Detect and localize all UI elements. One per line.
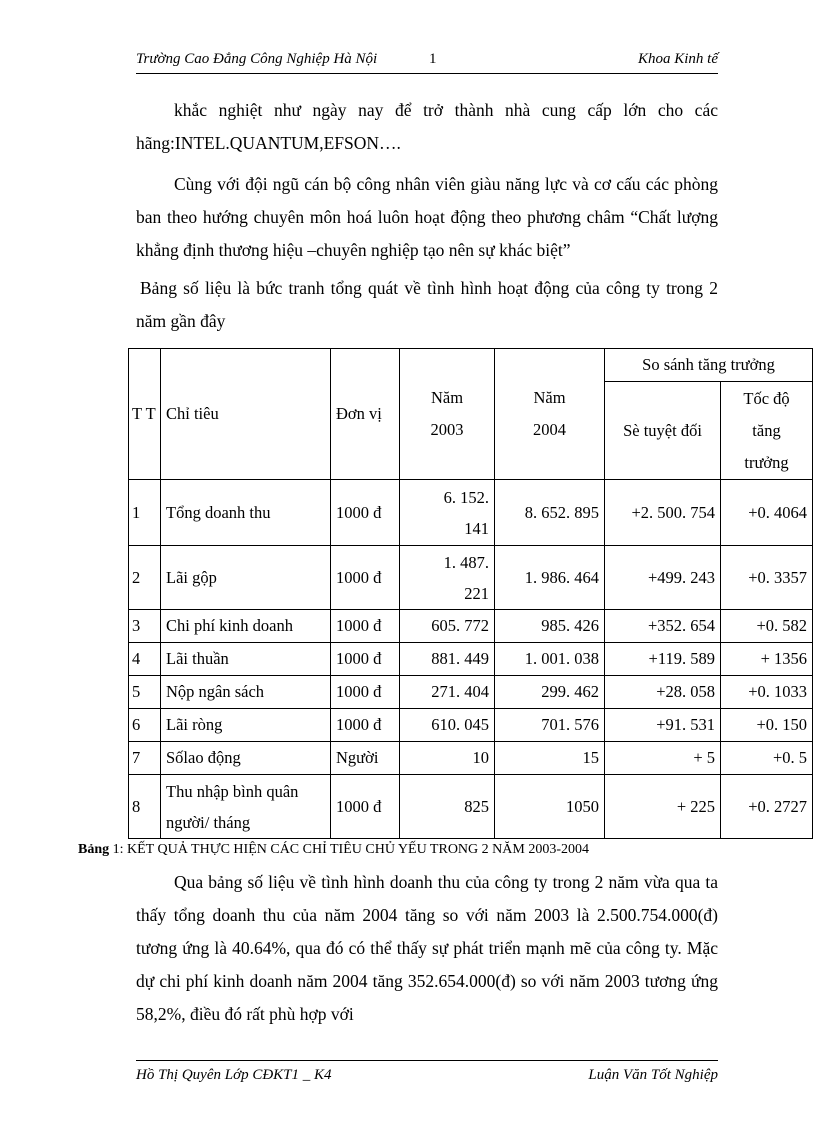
table-row	[129, 480, 813, 546]
table-row	[129, 775, 813, 839]
row-tt: 6	[129, 709, 161, 742]
row-name: Thu nhập bình quân người/ tháng	[161, 775, 331, 839]
row-2003: 271. 404	[400, 676, 495, 709]
page-header	[136, 48, 718, 74]
row-absolute: +352. 654	[605, 610, 721, 643]
row-rate: +0. 3357	[721, 546, 813, 610]
table-row	[129, 709, 813, 742]
row-absolute: +28. 058	[605, 676, 721, 709]
row-rate: + 1356	[721, 643, 813, 676]
header-faculty: Khoa Kinh tế	[637, 51, 718, 67]
row-name: Lãi gộp	[161, 546, 331, 610]
row-unit: 1000 đ	[331, 480, 400, 546]
table-caption	[78, 842, 589, 858]
row-tt: 7	[129, 742, 161, 775]
row-rate: +0. 5	[721, 742, 813, 775]
row-tt: 1	[129, 480, 161, 546]
paragraph-2: Cùng với đội ngũ cán bộ công nhân viên giàu năng lực và cơ cấu các phòng ban theo hướng chuyên môn hoá luôn hoạt động theo phương châm “Chất lượng khẳng định thương hiệu –chuyên nghiệp tạo nên sự khác biệt”	[136, 174, 718, 260]
row-2004: 8. 652. 895	[495, 480, 605, 546]
row-rate: +0. 150	[721, 709, 813, 742]
row-name: Lãi thuần	[161, 643, 331, 676]
table-row	[129, 676, 813, 709]
header-unit: Đơn vị	[331, 349, 400, 480]
paragraph-4: Qua bảng số liệu về tình hình doanh thu của công ty trong 2 năm vừa qua ta thấy tổng doanh thu của năm 2004 tăng so với năm 2003 là 2.500.754.000(đ) tương ứng là 40.64%, qua đó có thể thấy sự phát triển mạnh mẽ của công ty. Mặc dự chi phí kinh doanh năm 2004 tăng 352.654.000(đ) so với năm 2003 tương ứng 58,2%, điều đó rất phù hợp với	[136, 872, 718, 1024]
row-name: Lãi ròng	[161, 709, 331, 742]
row-unit: 1000 đ	[331, 709, 400, 742]
header-year-2004: Năm 2004	[495, 349, 605, 480]
header-compare: So sánh tăng trưởng	[605, 349, 813, 382]
row-name: Sốlao động	[161, 742, 331, 775]
row-2004: 1. 986. 464	[495, 546, 605, 610]
results-table	[128, 348, 813, 839]
row-absolute: + 225	[605, 775, 721, 839]
row-2003: 1. 487. 221	[400, 546, 495, 610]
row-tt: 2	[129, 546, 161, 610]
row-unit: 1000 đ	[331, 546, 400, 610]
row-2004: 1050	[495, 775, 605, 839]
row-2004: 299. 462	[495, 676, 605, 709]
row-rate: +0. 1033	[721, 676, 813, 709]
row-tt: 8	[129, 775, 161, 839]
row-absolute: +119. 589	[605, 643, 721, 676]
table-row	[129, 643, 813, 676]
table-header-row	[129, 349, 813, 382]
row-2004: 1. 001. 038	[495, 643, 605, 676]
row-tt: 4	[129, 643, 161, 676]
row-unit: 1000 đ	[331, 775, 400, 839]
header-page-number: 1	[429, 51, 437, 67]
row-rate: +0. 2727	[721, 775, 813, 839]
caption-label: Bảng	[78, 842, 110, 857]
row-2004: 701. 576	[495, 709, 605, 742]
header-indicator: Chỉ tiêu	[161, 349, 331, 480]
footer-author: Hồ Thị Quyên Lớp CĐKT1 _ K4	[136, 1067, 332, 1083]
row-absolute: +2. 500. 754	[605, 480, 721, 546]
row-absolute: + 5	[605, 742, 721, 775]
row-name: Chi phí kinh doanh	[161, 610, 331, 643]
row-name: Tổng doanh thu	[161, 480, 331, 546]
header-rate: Tốc độ tăng trưởng	[721, 382, 813, 480]
row-2003: 881. 449	[400, 643, 495, 676]
table-row	[129, 546, 813, 610]
row-2003: 605. 772	[400, 610, 495, 643]
page-footer	[136, 1060, 718, 1085]
paragraph-1: khắc nghiệt như ngày nay để trở thành nhà cung cấp lớn cho các hãng:INTEL.QUANTUM,EFSON….	[136, 100, 718, 153]
row-name: Nộp ngân sách	[161, 676, 331, 709]
row-rate: +0. 582	[721, 610, 813, 643]
table-row	[129, 610, 813, 643]
row-unit: 1000 đ	[331, 643, 400, 676]
row-tt: 3	[129, 610, 161, 643]
row-tt: 5	[129, 676, 161, 709]
row-2004: 985. 426	[495, 610, 605, 643]
header-year-2003: Năm 2003	[400, 349, 495, 480]
footer-title: Luận Văn Tốt Nghiệp	[588, 1067, 718, 1083]
row-unit: Người	[331, 742, 400, 775]
row-2003: 825	[400, 775, 495, 839]
header-absolute: Sè tuyệt đối	[605, 382, 721, 480]
row-2003: 610. 045	[400, 709, 495, 742]
row-absolute: +499. 243	[605, 546, 721, 610]
header-tt: T T	[129, 349, 161, 480]
row-unit: 1000 đ	[331, 610, 400, 643]
row-2003: 6. 152. 141	[400, 480, 495, 546]
row-absolute: +91. 531	[605, 709, 721, 742]
caption-text: 1: KẾT QUẢ THỰC HIỆN CÁC CHỈ TIÊU CHỦ YẾU TRONG 2 NĂM 2003-2004	[112, 842, 589, 857]
paragraph-3: Bảng số liệu là bức tranh tổng quát về tình hình hoạt động của công ty trong 2 năm gần đây	[136, 278, 718, 331]
row-2004: 15	[495, 742, 605, 775]
row-rate: +0. 4064	[721, 480, 813, 546]
row-2003: 10	[400, 742, 495, 775]
header-school: Trường Cao Đẳng Công Nghiệp Hà Nội	[136, 51, 378, 67]
table-row	[129, 742, 813, 775]
row-unit: 1000 đ	[331, 676, 400, 709]
